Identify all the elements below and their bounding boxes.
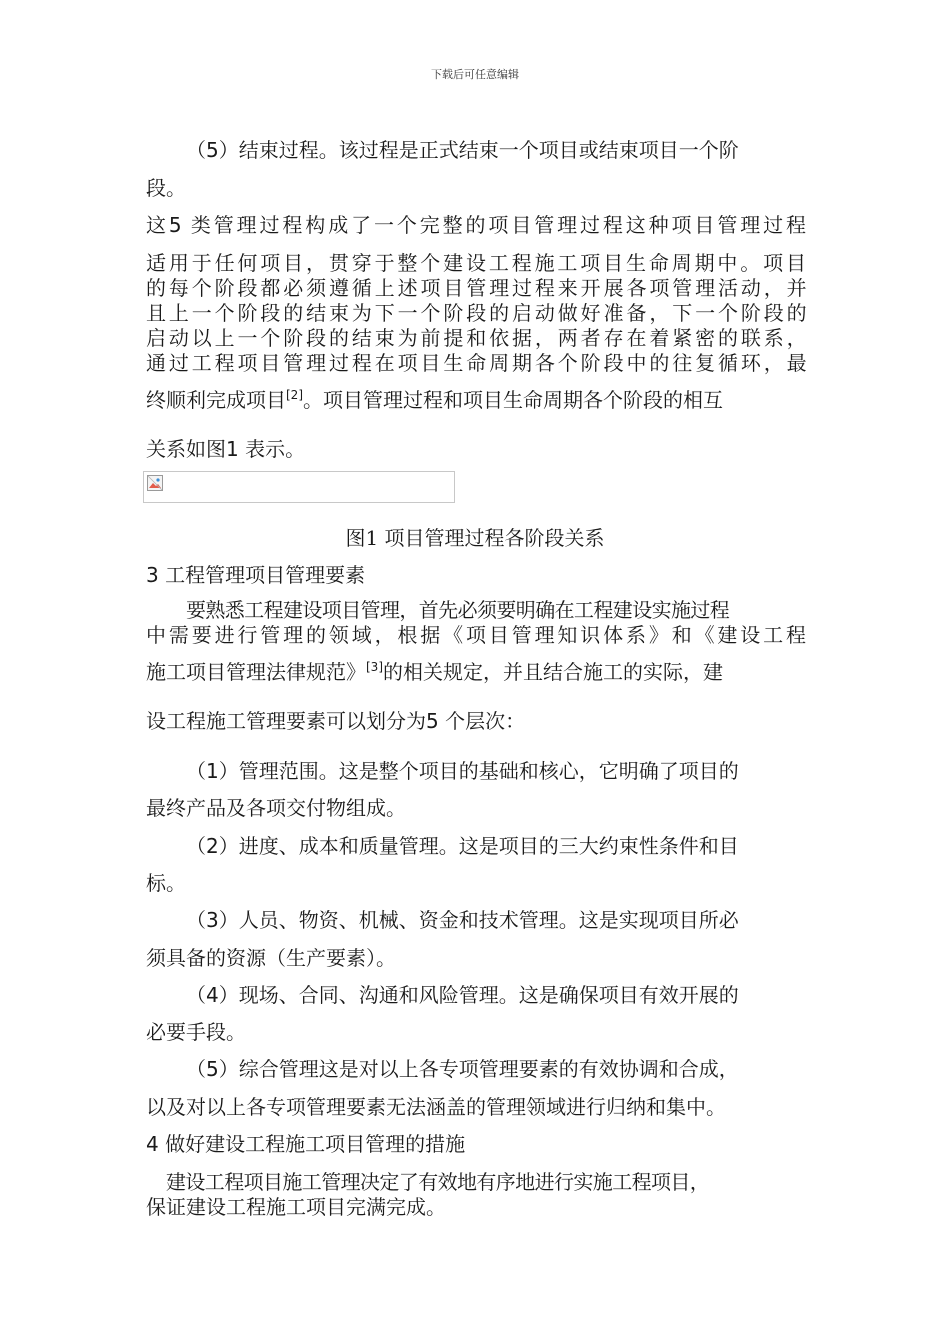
list-item-cont: 以及对以上各专项管理要素无法涵盖的管理领域进行归纳和集中。 <box>146 1095 726 1119</box>
text-line: 保证建设工程施工项目完满完成。 <box>146 1195 446 1219</box>
text-line: 建设工程项目施工管理决定了有效地有序地进行实施工程项目， <box>166 1170 710 1194</box>
list-item: （1）管理范围。这是整个项目的基础和核心，它明确了项目的 <box>186 759 739 783</box>
text-span: 。项目管理过程和项目生命周期各个阶段的相互 <box>303 388 723 412</box>
text-line: （5）结束过程。该过程是正式结束一个项目或结束项目一个阶 <box>186 138 739 162</box>
text-line: 关系如图1 表示。 <box>146 437 306 461</box>
text-line <box>146 659 723 685</box>
section-heading: 4 做好建设工程施工项目管理的措施 <box>146 1132 466 1156</box>
list-item: （5）综合管理这是对以上各专项管理要素的有效协调和合成， <box>186 1057 739 1081</box>
text-span: 终顺利完成项目 <box>146 388 286 412</box>
text-line: 中需要进行管理的领域，根据《项目管理知识体系》和《建设工程 <box>146 623 806 647</box>
list-item: （3）人员、物资、机械、资金和技术管理。这是实现项目所必 <box>186 908 739 932</box>
text-span: 施工项目管理法律规范》 <box>146 660 366 684</box>
section-heading: 3 工程管理项目管理要素 <box>146 563 366 587</box>
text-span: 的相关规定，并且结合施工的实际，建 <box>383 660 723 684</box>
figure-image-placeholder <box>143 471 455 503</box>
list-item-cont: 须具备的资源（生产要素）。 <box>146 946 396 970</box>
text-line: 启动以上一个阶段的结束为前提和依据，两者存在着紧密的联系， <box>146 326 806 350</box>
text-line <box>146 387 723 413</box>
text-line: 通过工程项目管理过程在项目生命周期各个阶段中的往复循环，最 <box>146 351 806 375</box>
list-item-cont: 必要手段。 <box>146 1020 246 1044</box>
page-header: 下载后可任意编辑 <box>431 68 519 81</box>
figure-caption: 图1 项目管理过程各阶段关系 <box>345 526 605 550</box>
citation-ref[interactable]: [2] <box>286 388 303 402</box>
text-line: 适用于任何项目，贯穿于整个建设工程施工项目生命周期中。项目 <box>146 251 806 275</box>
list-item: （2）进度、成本和质量管理。这是项目的三大约束性条件和目 <box>186 834 739 858</box>
list-item-cont: 最终产品及各项交付物组成。 <box>146 796 406 820</box>
citation-ref[interactable]: [3] <box>366 660 383 674</box>
text-line: 的每个阶段都必须遵循上述项目管理过程来开展各项管理活动，并 <box>146 276 806 300</box>
text-line: 要熟悉工程建设项目管理，首先必须要明确在工程建设实施过程 <box>186 598 730 622</box>
broken-image-icon <box>147 475 163 491</box>
text-line: 且上一个阶段的结束为下一个阶段的启动做好准备，下一个阶段的 <box>146 301 806 325</box>
text-line: 段。 <box>146 176 186 200</box>
list-item-cont: 标。 <box>146 871 186 895</box>
list-item: （4）现场、合同、沟通和风险管理。这是确保项目有效开展的 <box>186 983 739 1007</box>
text-line: 这5 类管理过程构成了一个完整的项目管理过程这种项目管理过程 <box>146 213 806 237</box>
text-line: 设工程施工管理要素可以划分为5 个层次： <box>146 709 526 733</box>
